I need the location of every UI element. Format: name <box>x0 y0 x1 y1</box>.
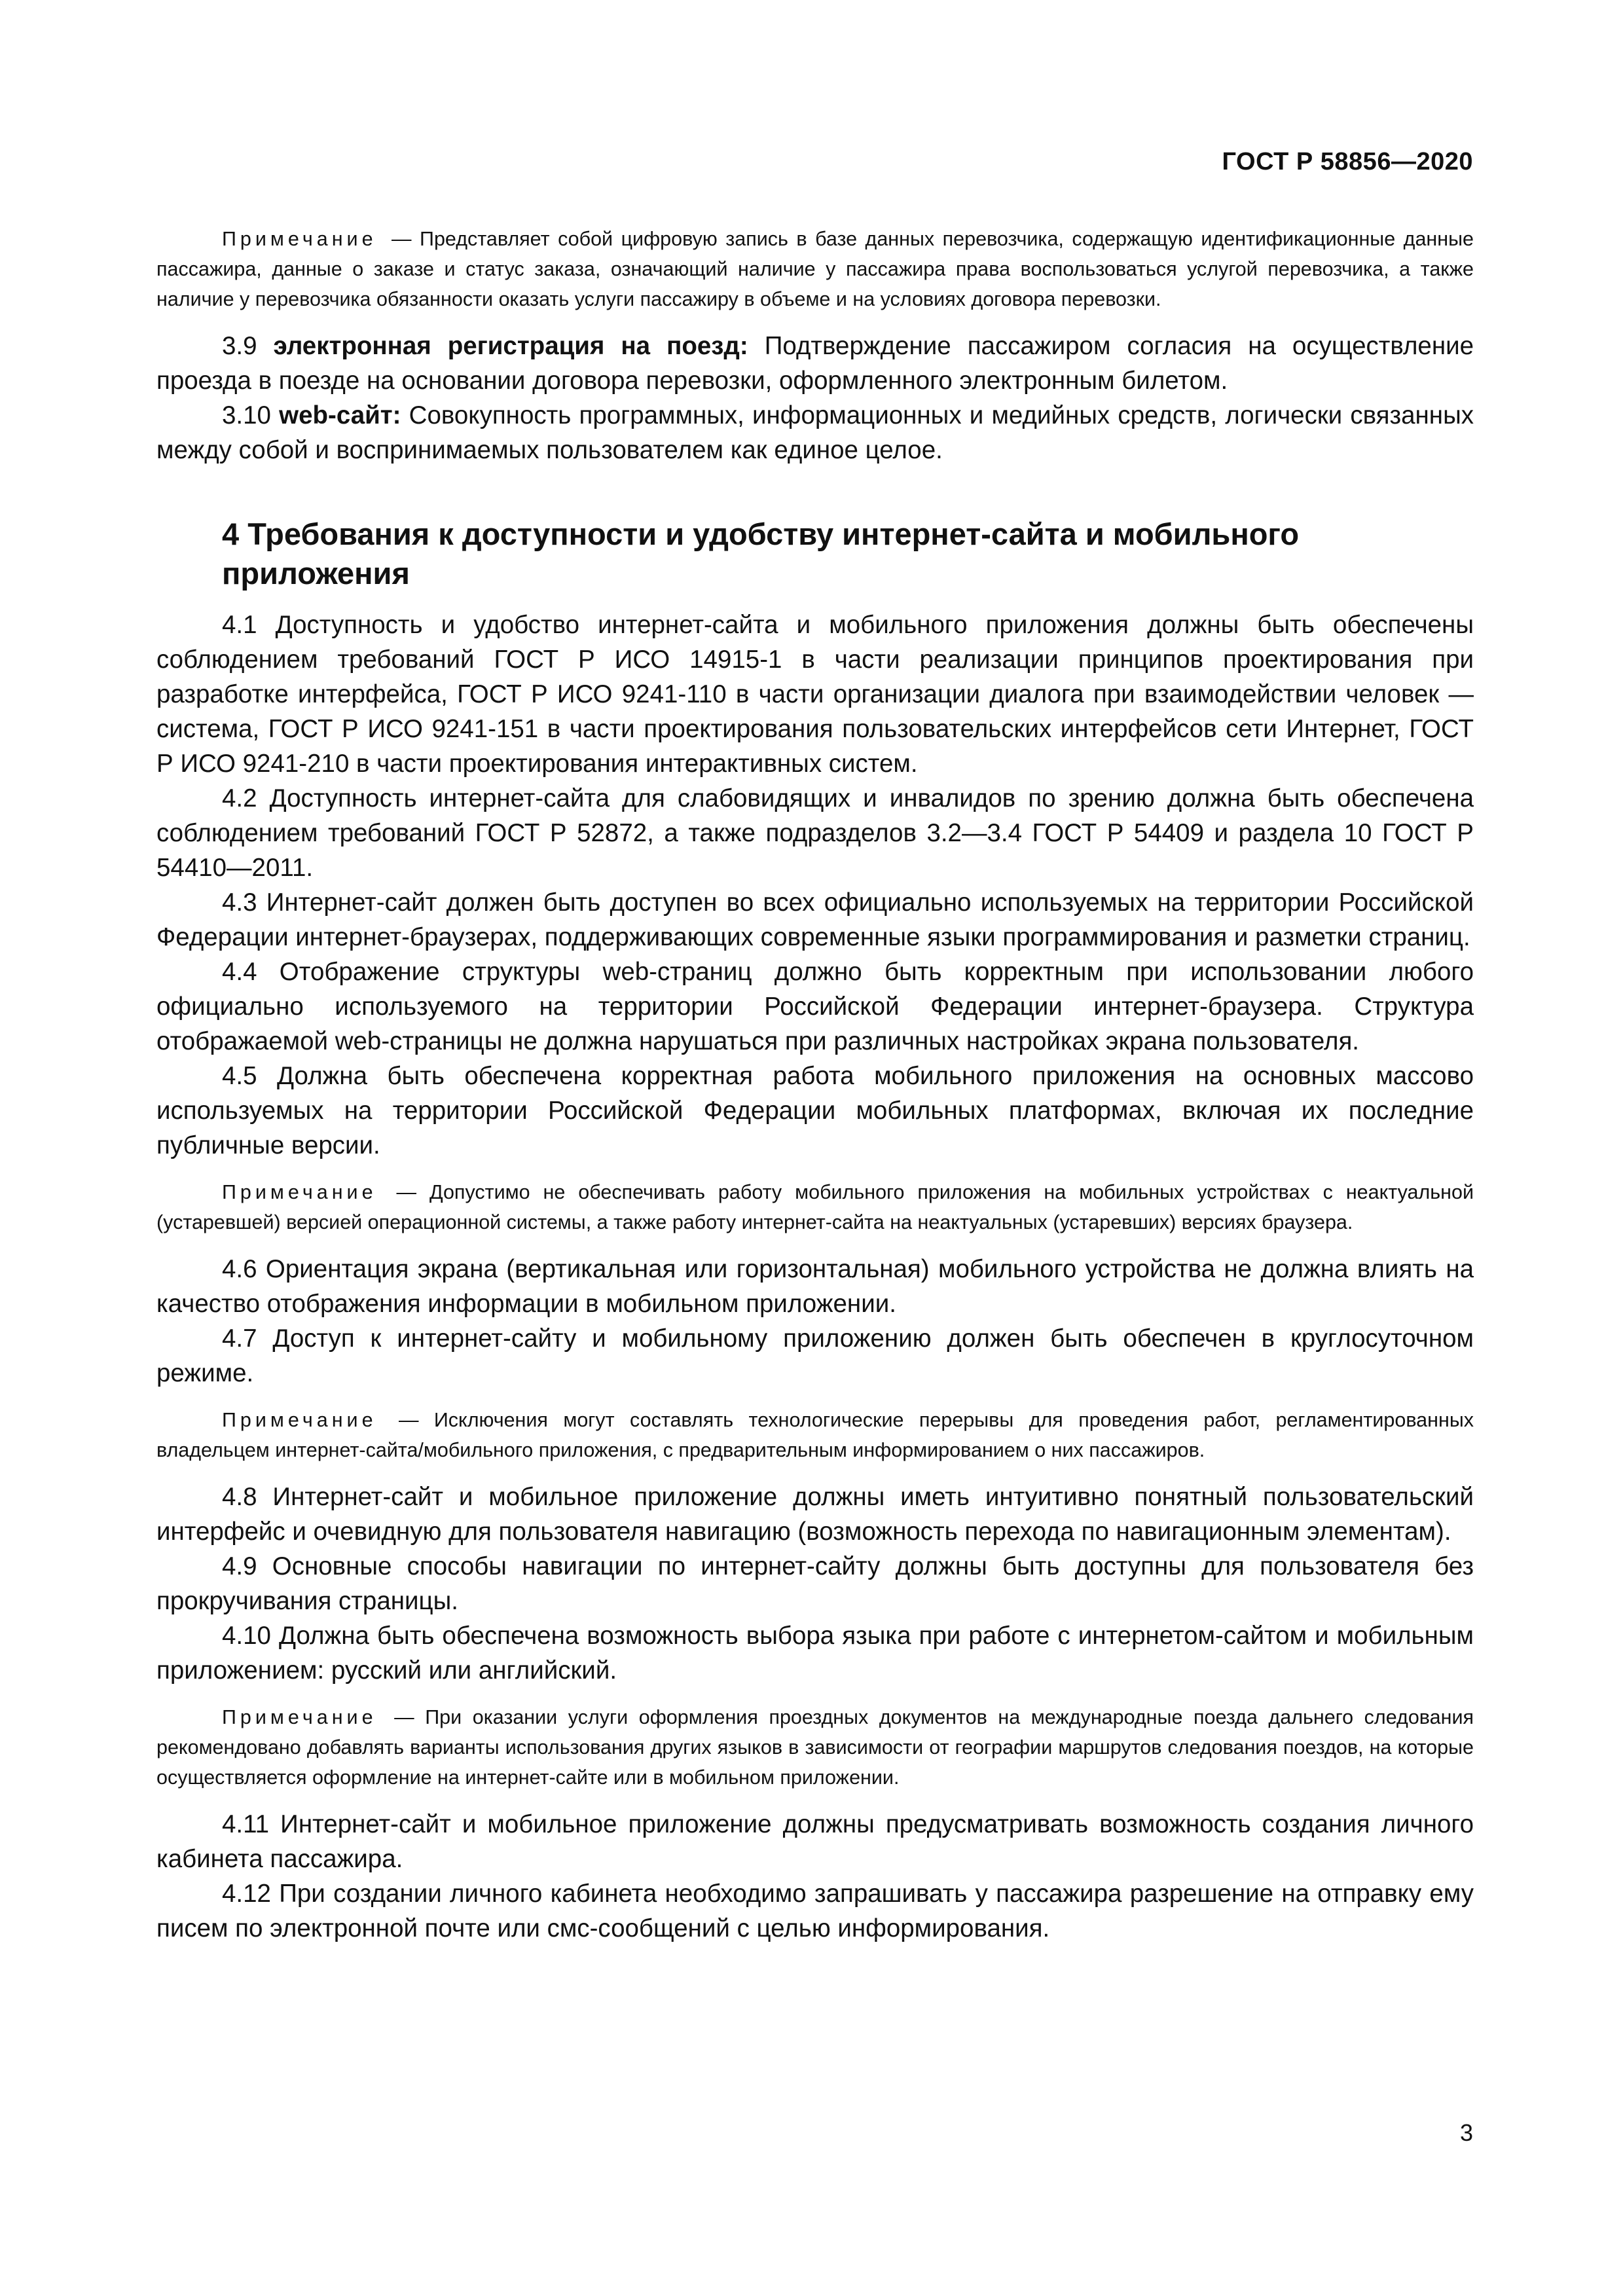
paragraph-4-10: 4.10 Должна быть обеспечена возможность выбора языка при работе с интернетом-сайтом и мобильным приложением: русский или английский. <box>156 1622 1474 1685</box>
clause-number: 3.9 <box>222 332 274 360</box>
paragraph-4-4: 4.4 Отображение структуры web-страниц должно быть корректным при использовании любого официально используемого на территории Российской Федерации интернет-браузера. Структура отображаемой web-страницы не должна нарушаться при различных настройках экрана пользователя. <box>156 958 1474 1055</box>
note-label: Примечание <box>222 1409 377 1431</box>
note-label: Примечание <box>222 1181 377 1203</box>
note-definition-ticket <box>156 224 1474 314</box>
note-label: Примечание <box>222 1706 377 1728</box>
paragraph-4-6: 4.6 Ориентация экрана (вертикальная или горизонтальная) мобильного устройства не должна влиять на качество отображения информации в мобильном приложении. <box>156 1255 1474 1318</box>
paragraph-3-10 <box>156 398 1474 467</box>
note-dash: — <box>383 1706 426 1728</box>
note-dash: — <box>383 1409 434 1431</box>
document-body <box>156 224 1474 1946</box>
note-label: Примечание <box>222 228 377 250</box>
note-languages <box>156 1702 1474 1793</box>
section-heading-4: 4 Требования к доступности и удобству интернет-сайта и мобильного приложения <box>222 517 1300 591</box>
note-text: Исключения могут составлять технологические перерывы для проведения работ, регламентированных владельцем интернет-сайта/мобильного приложения, с предварительным информированием о них пассажиров. <box>156 1409 1474 1461</box>
note-text: Представляет собой цифровую запись в базе данных перевозчика, содержащую идентификационные данные пассажира, данные о заказе и статус заказа, означающий наличие у пассажира права воспользоваться услугой перевозчика, а также наличие у перевозчика обязанности оказать услуги пассажиру в объеме и на условиях договора перевозки. <box>156 228 1474 310</box>
page-number: 3 <box>1459 2119 1473 2146</box>
note-maintenance-breaks <box>156 1405 1474 1465</box>
note-text: Допустимо не обеспечивать работу мобильного приложения на мобильных устройствах с неактуальной (устаревшей) версией операционной системы, а также работу интернет-сайта на неактуальных (устаревших) версиях браузера. <box>156 1181 1474 1233</box>
paragraph-4-3: 4.3 Интернет-сайт должен быть доступен во всех официально используемых на территории Российской Федерации интернет-браузерах, поддерживающих современные языки программирования и разметки страниц. <box>156 888 1474 951</box>
note-dash: — <box>383 228 420 250</box>
standard-designation: ГОСТ Р 58856—2020 <box>1222 148 1473 175</box>
paragraph-3-9 <box>156 329 1474 398</box>
paragraph-4-12: 4.12 При создании личного кабинета необходимо запрашивать у пассажира разрешение на отправку ему писем по электронной почте или смс-сообщений с целью информирования. <box>156 1880 1474 1942</box>
paragraph-4-2: 4.2 Доступность интернет-сайта для слабовидящих и инвалидов по зрению должна быть обеспечена соблюдением требований ГОСТ Р 52872, а также подразделов 3.2—3.4 ГОСТ Р 54409 и раздела 10 ГОСТ Р 54410—2011. <box>156 784 1474 882</box>
paragraph-4-11: 4.11 Интернет-сайт и мобильное приложение должны предусматривать возможность создания личного кабинета пассажира. <box>156 1810 1474 1873</box>
term-electronic-registration: электронная регистрация на поезд: <box>273 332 748 360</box>
term-web-site: web-сайт: <box>279 401 401 429</box>
term-definition: Подтверждение пассажиром согласия на осуществление проезда в поезде на основании договора перевозки, оформленного электронным билетом. <box>156 332 1474 395</box>
paragraph-4-9: 4.9 Основные способы навигации по интернет-сайту должны быть доступны для пользователя без прокручивания страницы. <box>156 1552 1474 1615</box>
paragraph-4-7: 4.7 Доступ к интернет-сайту и мобильному приложению должен быть обеспечен в круглосуточном режиме. <box>156 1324 1474 1387</box>
paragraph-4-1: 4.1 Доступность и удобство интернет-сайта и мобильного приложения должны быть обеспечены соблюдением требований ГОСТ Р ИСО 14915-1 в части реализации принципов проектирования при разработке интерфейса, ГОСТ Р ИСО 9241-110 в части организации диалога при взаимодействии человек — система, ГОСТ Р ИСО 9241-151 в части проектирования пользовательских интерфейсов сети Интернет, ГОСТ Р ИСО 9241-210 в части проектирования интерактивных систем. <box>156 611 1474 778</box>
paragraph-4-5: 4.5 Должна быть обеспечена корректная работа мобильного приложения на основных массово используемых на территории Российской Федерации мобильных платформах, включая их последние публичные версии. <box>156 1062 1474 1159</box>
term-definition: Совокупность программных, информационных и медийных средств, логически связанных между собой и воспринимаемых пользователем как единое целое. <box>156 401 1474 464</box>
note-mobile-devices <box>156 1177 1474 1237</box>
note-text: При оказании услуги оформления проездных документов на международные поезда дальнего следования рекомендовано добавлять варианты использования других языков в зависимости от географии маршрутов следования поездов, на которые осуществляется оформление на интернет-сайте или в мобильном приложении. <box>156 1706 1474 1789</box>
clause-number: 3.10 <box>222 401 280 429</box>
note-dash: — <box>383 1181 429 1203</box>
paragraph-4-8: 4.8 Интернет-сайт и мобильное приложение должны иметь интуитивно понятный пользовательский интерфейс и очевидную для пользователя навигацию (возможность перехода по навигационным элементам). <box>156 1483 1474 1546</box>
